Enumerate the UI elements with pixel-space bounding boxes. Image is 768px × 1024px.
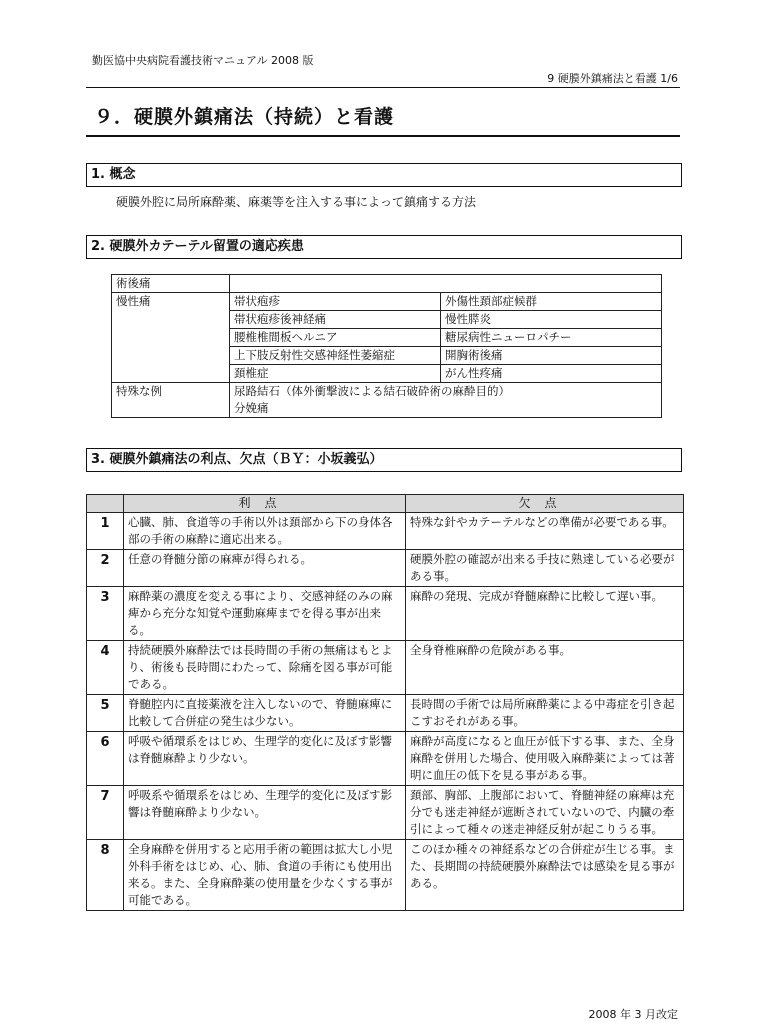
table-cell: 頚椎症 [230, 365, 441, 383]
disadvantage-cell: 特殊な針やカテーテルなどの準備が必要である事。 [406, 513, 684, 550]
advantage-cell: 呼吸や循環系をはじめ、生理学的変化に及ぼす影響は脊髄麻酔より少ない。 [124, 732, 406, 786]
row-number: 1 [87, 513, 124, 550]
advantage-cell: 全身麻酔を併用すると応用手術の範囲は拡大し小児外科手術をはじめ、心、肺、食道の手術にも使用出来る。また、全身麻酔薬の使用量を少なくする事が可能である。 [124, 840, 406, 911]
disadvantage-cell: 硬膜外腔の確認が出来る手技に熟達している必要がある事。 [406, 550, 684, 587]
section-heading-concept: 1. 概念 [86, 163, 682, 187]
row-number: 2 [87, 550, 124, 587]
table-header-cell: 欠点 [406, 495, 684, 513]
disadvantage-cell: 全身脊椎麻酔の危険がある事。 [406, 641, 684, 695]
row-number: 3 [87, 587, 124, 641]
table-row [112, 383, 662, 418]
table-cell [230, 275, 662, 293]
disadvantage-cell: 麻酔が高度になると血圧が低下する事、また、全身麻酔を併用した場合、使用吸入麻酔薬によっては著明に血圧の低下を見る事がある事。 [406, 732, 684, 786]
table-cell: 開胸術後痛 [441, 347, 662, 365]
page-reference: 9 硬膜外鎮痛法と看護 1/6 [547, 72, 678, 85]
table-cell: 帯状疱疹 [230, 293, 441, 311]
table-cell: 帯状疱疹後神経痛 [230, 311, 441, 329]
table-header-row [87, 495, 684, 513]
advantage-cell: 麻酔薬の濃度を変える事により、交感神経のみの麻痺から充分な知覚や運動麻痺までを得る事が出来る。 [124, 587, 406, 641]
advantage-cell: 持続硬膜外麻酔法では長時間の手術の無痛はもとより、術後も長時間にわたって、除痛を図る事が可能である。 [124, 641, 406, 695]
revision-date: 2008 年 3 月改定 [588, 1008, 678, 1021]
indications-table [111, 274, 662, 418]
table-cell: 尿路結石（体外衝撃波による結石破砕術の麻酔目的）分娩痛 [230, 383, 662, 418]
row-number: 6 [87, 732, 124, 786]
page-title: ９．硬膜外鎮痛法（持続）と看護 [94, 106, 395, 128]
table-header-cell [87, 495, 124, 513]
advantage-cell: 任意の脊髄分節の麻痺が得られる。 [124, 550, 406, 587]
row-number: 5 [87, 695, 124, 732]
row-number: 8 [87, 840, 124, 911]
table-row [87, 587, 684, 641]
header-rule [86, 87, 680, 88]
concept-text: 硬膜外腔に局所麻酔薬、麻薬等を注入する事によって鎮痛する方法 [116, 195, 477, 209]
advantage-cell: 心臓、肺、食道等の手術以外は頚部から下の身体各部の手術の麻酔に適応出来る。 [124, 513, 406, 550]
disadvantage-cell: 長時間の手術では局所麻酔薬による中毒症を引き起こすおそれがある事。 [406, 695, 684, 732]
table-cell: 慢性痛 [112, 293, 230, 383]
table-row [87, 695, 684, 732]
title-rule [86, 135, 680, 137]
section-heading-indications: 2. 硬膜外カテーテル留置の適応疾患 [86, 235, 682, 259]
table-row [87, 840, 684, 911]
table-header-cell: 利点 [124, 495, 406, 513]
disadvantage-cell: 麻酔の発現、完成が脊髄麻酔に比較して遅い事。 [406, 587, 684, 641]
table-cell: 上下肢反射性交感神経性萎縮症 [230, 347, 441, 365]
advantage-cell: 脊髄腔内に直接薬液を注入しないので、脊髄麻痺に比較して合併症の発生は少ない。 [124, 695, 406, 732]
row-number: 7 [87, 786, 124, 840]
disadvantage-cell: このほか種々の神経系などの合併症が生じる事。また、長期間の持続硬膜外麻酔法では感染を見る事がある。 [406, 840, 684, 911]
table-cell: 術後痛 [112, 275, 230, 293]
table-row [87, 550, 684, 587]
disadvantage-cell: 頚部、胸部、上腹部において、脊髄神経の麻痺は充分でも迷走神経が遮断されていないので、内臓の牽引によって種々の迷走神経反射が起こりうる事。 [406, 786, 684, 840]
table-row [87, 513, 684, 550]
table-row [87, 641, 684, 695]
table-cell: 糖尿病性ニューロパチー [441, 329, 662, 347]
table-cell: 外傷性頚部症候群 [441, 293, 662, 311]
table-row [112, 293, 662, 311]
table-cell: がん性疼痛 [441, 365, 662, 383]
advantage-cell: 呼吸系や循環系をはじめ、生理学的変化に及ぼす影響は脊髄麻酔より少ない。 [124, 786, 406, 840]
table-cell: 腰椎椎間板ヘルニア [230, 329, 441, 347]
pros-cons-table [86, 494, 684, 911]
table-row [112, 275, 662, 293]
table-row [87, 732, 684, 786]
manual-title: 勤医協中央病院看護技術マニュアル 2008 版 [92, 54, 314, 67]
table-cell: 慢性膵炎 [441, 311, 662, 329]
table-cell: 特殊な例 [112, 383, 230, 418]
section-heading-pros-cons: 3. 硬膜外鎮痛法の利点、欠点（ＢＹ：小坂義弘） [86, 448, 682, 472]
table-row [87, 786, 684, 840]
row-number: 4 [87, 641, 124, 695]
